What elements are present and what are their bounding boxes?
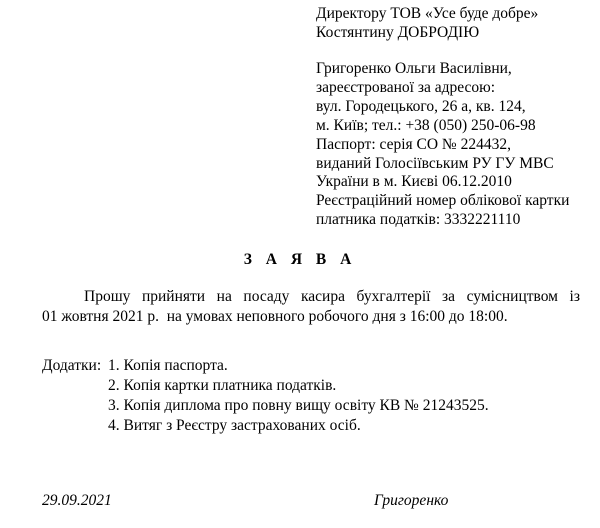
sender-block (316, 60, 596, 230)
attachment-item: 4. Витяг з Реєстру застрахованих осіб. (108, 417, 361, 434)
attachment-row (42, 376, 582, 396)
attachment-item: 2. Копія картки платника податків. (108, 377, 337, 394)
addressee-position: Директору ТОВ «Усе буде добре» (316, 5, 539, 22)
sender-passport: Паспорт: серія СО № 224432, (316, 135, 511, 153)
body-line-2: 01 жовтня 2021 р. на умовах неповного робочого дня з 16:00 до 18:00. (42, 308, 508, 325)
signature: Григоренко (374, 492, 449, 509)
attachment-row (42, 396, 582, 416)
sender-tax-id: платника податків: 3332221110 (316, 211, 521, 229)
application-body (42, 287, 580, 327)
sender-passport-issue-date: України в м. Києві 06.12.2010 (316, 173, 512, 191)
attachment-item: 3. Копія диплома про повну вищу освіту КВ № 21243525. (108, 397, 489, 414)
attachment-row (42, 416, 582, 436)
sender-passport-issuer: виданий Голосіївським РУ ГУ МВС (316, 154, 554, 172)
sender-address-street: вул. Городецького, 26 а, кв. 124, (316, 97, 526, 115)
attachment-item: 1. Копія паспорта. (108, 357, 228, 374)
document-title: З А Я В А (243, 251, 357, 268)
attachments-block (42, 356, 582, 436)
body-line-1: Прошу прийняти на посаду касира бухгалтерії за сумісництвом із (84, 288, 580, 305)
attachments-label: Додатки: (42, 357, 102, 374)
attachment-row (42, 356, 582, 376)
sender-registered-label: зареєстрованої за адресою: (316, 78, 496, 96)
sender-tax-id-label: Реєстраційний номер облікової картки (316, 192, 570, 210)
addressee-name: Костянтину ДОБРОДІЮ (316, 24, 480, 41)
addressee-block (316, 4, 596, 42)
sender-name: Григоренко Ольги Василівни, (316, 60, 512, 77)
sender-address-city-phone: м. Київ; тел.: +38 (050) 250-06-98 (316, 116, 536, 134)
document-date: 29.09.2021 (42, 492, 112, 509)
